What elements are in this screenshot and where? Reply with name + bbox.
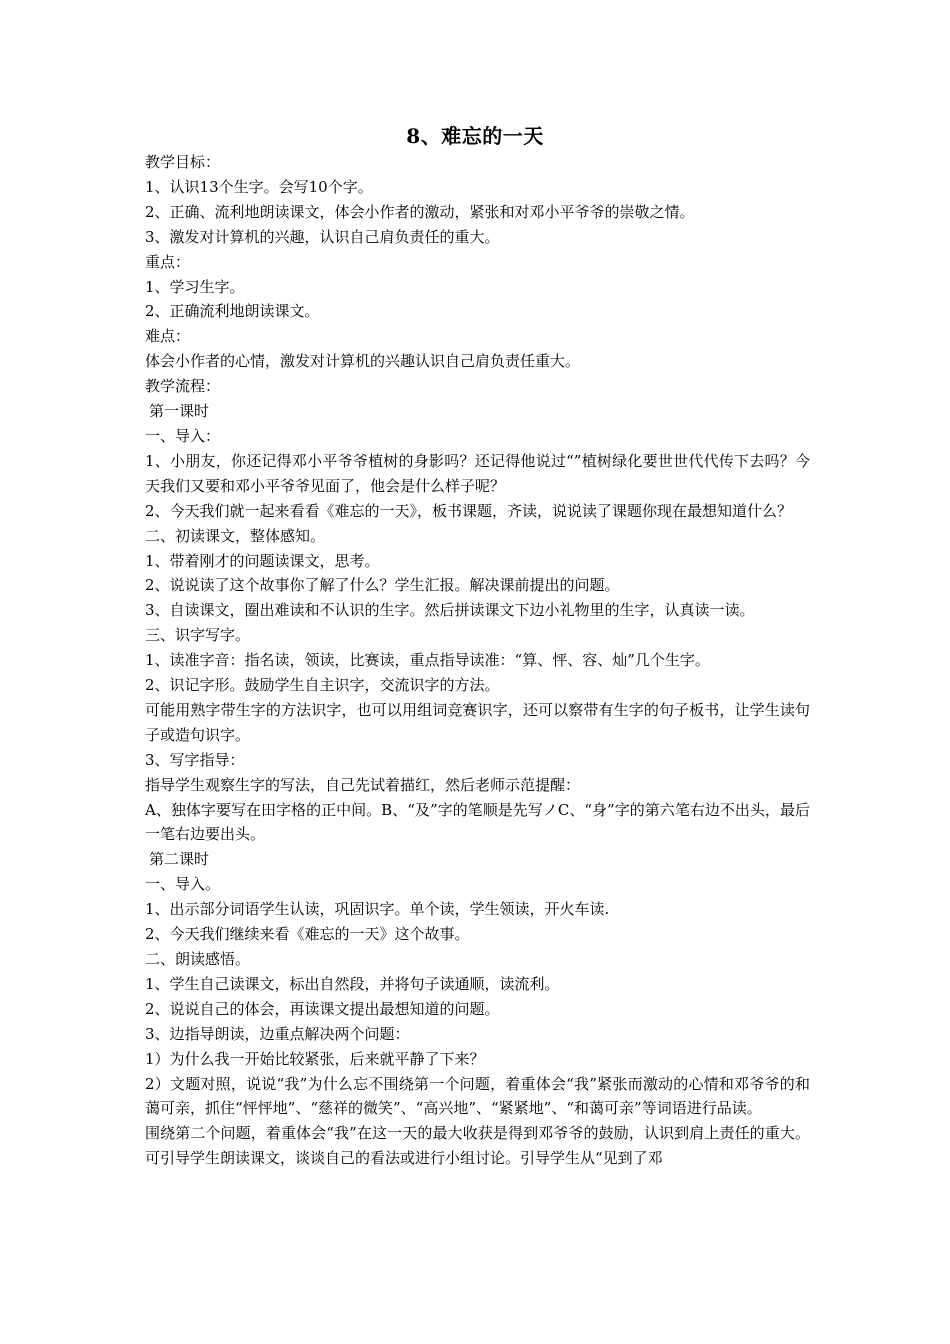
paragraph: 2、今天我们继续来看《难忘的一天》这个故事。 xyxy=(145,925,470,944)
paragraph: 2、今天我们就一起来看看《难忘的一天》，板书课题，齐读，说说读了课题你现在最想知道什么？ xyxy=(145,501,793,520)
paragraph: 围绕第二个问题，着重体会“我”在这一天的最大收获是得到邓爷爷的鼓励，认识到肩上责任的重大。可引导学生朗读课文，谈谈自己的看法或进行小组讨论。引导学生从“见到了邓 xyxy=(145,1124,810,1168)
paragraph: 2、识记字形。鼓励学生自主识字，交流识字的方法。 xyxy=(145,676,500,695)
paragraph: 2）文题对照，说说“我”为什么忘不围绕第一个问题，着重体会“我”紧张而激动的心情和邓爷爷的和蔼可亲，抓住“怦怦地”、“慈祥的微笑”、“高兴地”、“紧紧地”、“和蔼可亲”等词语进行品读。 xyxy=(145,1074,810,1118)
paragraph: 2、说说读了这个故事你了解了什么？学生汇报。解决课前提出的问题。 xyxy=(145,576,620,595)
section-heading-objectives: 教学目标： xyxy=(145,153,221,171)
paragraph: 3、自读课文，圈出难读和不认识的生字。然后拼读课文下边小礼物里的生字，认真读一读。 xyxy=(145,601,755,620)
lesson-heading-first: 第一课时 xyxy=(149,402,210,421)
paragraph: 一、导入。 xyxy=(145,875,221,894)
paragraph: 一、导入： xyxy=(145,426,221,445)
section-heading-key-points: 重点： xyxy=(145,252,191,271)
section-heading-difficulties: 难点： xyxy=(145,327,191,346)
paragraph: 指导学生观察生字的写法，自己先试着描红，然后老师示范提醒： xyxy=(145,775,581,794)
paragraph: 3、边指导朗读，边重点解决两个问题： xyxy=(145,1024,410,1043)
paragraph: 3、写字指导： xyxy=(145,750,245,769)
paragraph: 1）为什么我一开始比较紧张，后来就平静了下来？ xyxy=(145,1049,485,1068)
paragraph: 1、学习生字。 xyxy=(145,277,245,296)
lesson-heading-second: 第二课时 xyxy=(149,850,210,869)
paragraph: 二、朗读感悟。 xyxy=(145,950,251,968)
paragraph: 三、识字写字。 xyxy=(145,626,251,645)
paragraph: 1、出示部分词语学生认读，巩固识字。单个读，学生领读，开火车读. xyxy=(145,900,610,919)
paragraph: 体会小作者的心情，激发对计算机的兴趣认识自己肩负责任重大。 xyxy=(145,352,581,371)
paragraph: 1、小朋友，你还记得邓小平爷爷植树的身影吗？还记得他说过“”植树绿化要世世代代传下去吗？今天我们又要和邓小平爷爷见面了，他会是什么样子呢？ xyxy=(145,451,810,495)
paragraph: 二、初读课文，整体感知。 xyxy=(145,526,326,545)
paragraph: 2、说说自己的体会，再读课文提出最想知道的问题。 xyxy=(145,999,500,1018)
paragraph: 1、学生自己读课文，标出自然段，并将句子读通顺，读流利。 xyxy=(145,974,560,993)
paragraph: 1、读准字音：指名读，领读，比赛读，重点指导读准：“算、怦、容、灿”几个生字。 xyxy=(145,651,710,670)
document-title: 8、难忘的一天 xyxy=(406,124,544,148)
paragraph: 3、激发对计算机的兴趣，认识自己肩负责任的重大。 xyxy=(145,227,500,246)
paragraph: 1、带着刚才的问题读课文，思考。 xyxy=(145,551,380,570)
section-heading-process: 教学流程： xyxy=(145,377,221,396)
document-body xyxy=(145,150,810,1171)
paragraph: 1、认识13个生字。会写10个字。 xyxy=(145,177,373,196)
paragraph: 2、正确流利地朗读课文。 xyxy=(145,302,320,321)
paragraph: 2、正确、流利地朗读课文，体会小作者的激动，紧张和对邓小平爷爷的崇敬之情。 xyxy=(145,202,695,221)
paragraph: 可能用熟字带生字的方法识字，也可以用组词竞赛识字，还可以察带有生字的句子板书，让学生读句子或造句识字。 xyxy=(145,700,810,744)
paragraph: A、独体字要写在田字格的正中间。B、“及”字的笔顺是先写ノC、“身”字的第六笔右边不出头，最后一笔右边要出头。 xyxy=(145,800,810,844)
